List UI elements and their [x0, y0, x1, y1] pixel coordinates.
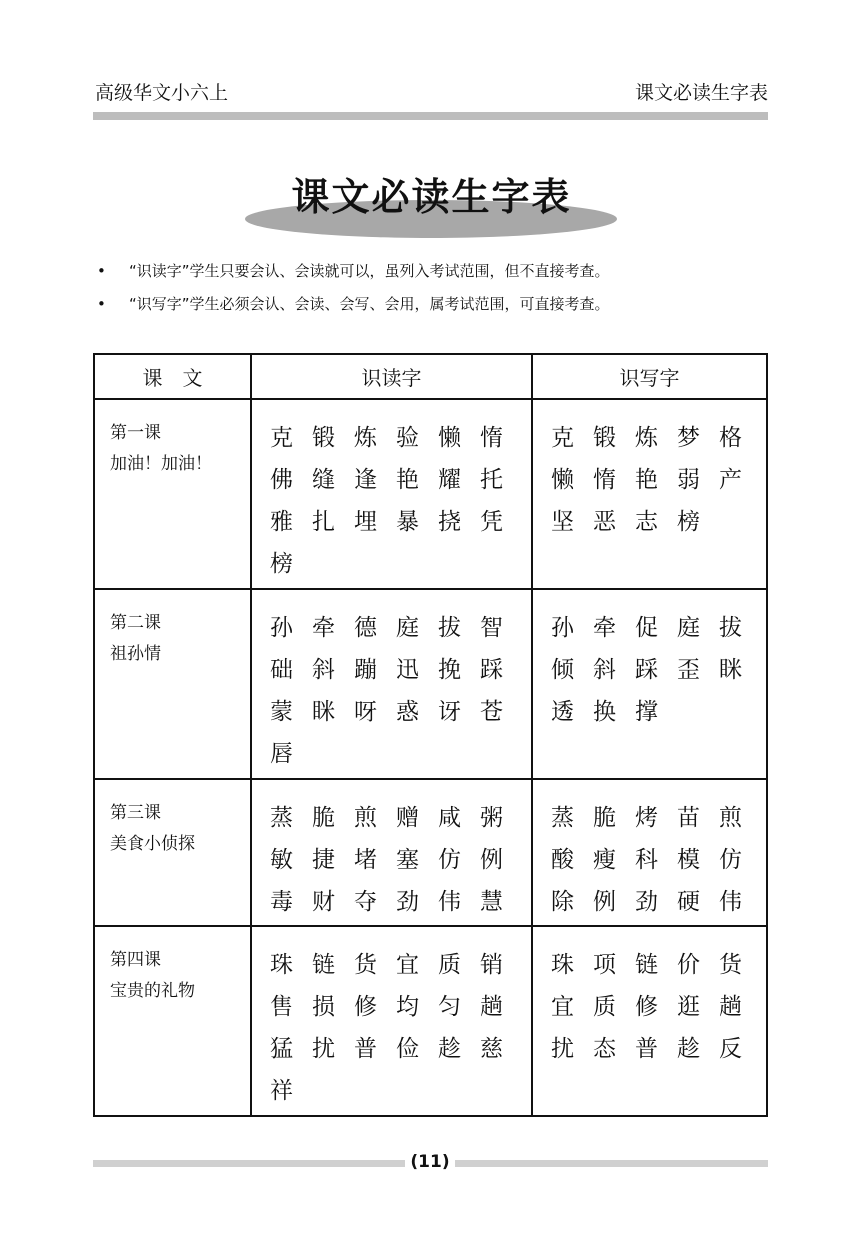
character: 模	[677, 847, 700, 873]
character: 匀	[438, 994, 461, 1020]
character: 咸	[438, 805, 461, 831]
character: 惰	[480, 425, 503, 451]
character: 毒	[270, 889, 293, 915]
lesson-title: 美食小侦探	[110, 834, 195, 854]
character: 反	[719, 1036, 742, 1062]
lesson-cell	[94, 399, 251, 589]
character: 迅	[396, 657, 419, 683]
character: 撑	[635, 699, 658, 725]
character: 耀	[438, 467, 461, 493]
character: 蒸	[270, 805, 293, 831]
character: 价	[677, 952, 700, 978]
character: 瘦	[593, 847, 616, 873]
character: 呀	[354, 699, 377, 725]
character: 损	[312, 994, 335, 1020]
character: 凭	[480, 509, 503, 535]
read-chars-cell	[251, 779, 532, 926]
character: 雅	[270, 509, 293, 535]
character: 惰	[593, 467, 616, 493]
character: 艳	[396, 467, 419, 493]
table-row	[94, 779, 767, 926]
page-number: (11)	[405, 1152, 455, 1172]
character: 劲	[635, 889, 658, 915]
character: 敏	[270, 847, 293, 873]
character: 例	[593, 889, 616, 915]
character: 伟	[438, 889, 461, 915]
character: 榜	[677, 509, 700, 535]
character: 克	[551, 425, 574, 451]
character: 珠	[551, 952, 574, 978]
character: 粥	[480, 805, 503, 831]
character: 蒸	[551, 805, 574, 831]
character: 志	[635, 509, 658, 535]
character: 炼	[354, 425, 377, 451]
character: 质	[593, 994, 616, 1020]
character: 趟	[719, 994, 742, 1020]
character: 销	[480, 952, 503, 978]
write-chars-cell	[532, 926, 767, 1116]
character: 倾	[551, 657, 574, 683]
write-chars-cell	[532, 589, 767, 779]
lesson-title: 加油！加油！	[110, 454, 212, 474]
character: 均	[396, 994, 419, 1020]
read-chars-cell	[251, 926, 532, 1116]
character: 趟	[480, 994, 503, 1020]
character: 埋	[354, 509, 377, 535]
character: 艳	[635, 467, 658, 493]
character: 托	[480, 467, 503, 493]
character: 坚	[551, 509, 574, 535]
character: 暴	[396, 509, 419, 535]
character: 挽	[438, 657, 461, 683]
lesson-cell	[94, 779, 251, 926]
character: 促	[635, 615, 658, 641]
bullet: •	[97, 262, 106, 280]
character: 质	[438, 952, 461, 978]
character: 梦	[677, 425, 700, 451]
character: 蹦	[354, 657, 377, 683]
character: 例	[480, 847, 503, 873]
character: 宜	[396, 952, 419, 978]
character: 货	[354, 952, 377, 978]
character: 惑	[396, 699, 419, 725]
read-chars-cell	[251, 399, 532, 589]
character: 除	[551, 889, 574, 915]
character: 德	[354, 615, 377, 641]
table-row	[94, 589, 767, 779]
character: 慈	[480, 1036, 503, 1062]
character: 歪	[677, 657, 700, 683]
character: 修	[635, 994, 658, 1020]
character: 链	[312, 952, 335, 978]
write-chars-cell	[532, 399, 767, 589]
character: 扰	[551, 1036, 574, 1062]
character: 苗	[677, 805, 700, 831]
character-table	[93, 353, 768, 1117]
character: 弱	[677, 467, 700, 493]
lesson-title: 宝贵的礼物	[110, 981, 195, 1001]
character: 换	[593, 699, 616, 725]
character: 宜	[551, 994, 574, 1020]
bullet: •	[97, 295, 106, 313]
character: 趁	[677, 1036, 700, 1062]
character: 珠	[270, 952, 293, 978]
character: 硬	[677, 889, 700, 915]
character: 克	[270, 425, 293, 451]
note-1	[97, 260, 610, 281]
character: 拔	[438, 615, 461, 641]
character: 夺	[354, 889, 377, 915]
character: 验	[396, 425, 419, 451]
character: 售	[270, 994, 293, 1020]
character: 劲	[396, 889, 419, 915]
character: 慧	[480, 889, 503, 915]
character: 塞	[396, 847, 419, 873]
character: 锻	[593, 425, 616, 451]
character: 仿	[438, 847, 461, 873]
note-text: “识读字”学生只要会认、会读就可以，虽列入考试范围，但不直接考查。	[129, 262, 610, 280]
character: 锻	[312, 425, 335, 451]
character: 透	[551, 699, 574, 725]
character: 伟	[719, 889, 742, 915]
lesson-number: 第一课	[110, 423, 161, 443]
character: 扰	[312, 1036, 335, 1062]
character: 缝	[312, 467, 335, 493]
character: 财	[312, 889, 335, 915]
character: 孙	[270, 615, 293, 641]
character: 斜	[312, 657, 335, 683]
header-section-title: 课文必读生字表	[634, 82, 768, 104]
character: 蒙	[270, 699, 293, 725]
character: 拔	[719, 615, 742, 641]
character: 懒	[551, 467, 574, 493]
character: 庭	[677, 615, 700, 641]
character: 庭	[396, 615, 419, 641]
character: 祥	[270, 1078, 293, 1104]
character: 科	[635, 847, 658, 873]
character: 牵	[312, 615, 335, 641]
lesson-number: 第二课	[110, 613, 161, 633]
character: 项	[593, 952, 616, 978]
character: 眯	[719, 657, 742, 683]
character: 俭	[396, 1036, 419, 1062]
character: 酸	[551, 847, 574, 873]
character: 逛	[677, 994, 700, 1020]
character: 猛	[270, 1036, 293, 1062]
write-chars-cell	[532, 779, 767, 926]
character: 格	[719, 425, 742, 451]
character: 趁	[438, 1036, 461, 1062]
character: 捷	[312, 847, 335, 873]
character: 煎	[719, 805, 742, 831]
character: 智	[480, 615, 503, 641]
character: 货	[719, 952, 742, 978]
character: 修	[354, 994, 377, 1020]
character: 扎	[312, 509, 335, 535]
character: 逢	[354, 467, 377, 493]
character: 牵	[593, 615, 616, 641]
character: 产	[719, 467, 742, 493]
character: 懒	[438, 425, 461, 451]
character: 础	[270, 657, 293, 683]
character: 赠	[396, 805, 419, 831]
character: 佛	[270, 467, 293, 493]
note-text: “识写字”学生必须会认、会读、会写、会用，属考试范围，可直接考查。	[129, 295, 610, 313]
character: 烤	[635, 805, 658, 831]
header-divider	[93, 112, 768, 120]
character: 仿	[719, 847, 742, 873]
lesson-number: 第三课	[110, 803, 161, 823]
header-read-chars: 识读字	[251, 354, 532, 399]
read-chars-cell	[251, 589, 532, 779]
character: 堵	[354, 847, 377, 873]
character: 踩	[480, 657, 503, 683]
lesson-cell	[94, 589, 251, 779]
character: 脆	[312, 805, 335, 831]
table-row	[94, 926, 767, 1116]
page-title: 课文必读生字表	[291, 175, 572, 219]
character: 炼	[635, 425, 658, 451]
character: 链	[635, 952, 658, 978]
character: 苍	[480, 699, 503, 725]
character: 唇	[270, 741, 293, 767]
character: 孙	[551, 615, 574, 641]
table-row	[94, 399, 767, 589]
character: 挠	[438, 509, 461, 535]
lesson-number: 第四课	[110, 950, 161, 970]
character: 煎	[354, 805, 377, 831]
character: 态	[593, 1036, 616, 1062]
lesson-cell	[94, 926, 251, 1116]
character: 讶	[438, 699, 461, 725]
header-lesson: 课 文	[94, 354, 251, 399]
header-write-chars: 识写字	[532, 354, 767, 399]
character: 普	[635, 1036, 658, 1062]
lesson-title: 祖孙情	[110, 644, 161, 664]
character: 恶	[593, 509, 616, 535]
character: 斜	[593, 657, 616, 683]
character: 普	[354, 1036, 377, 1062]
character: 眯	[312, 699, 335, 725]
character: 脆	[593, 805, 616, 831]
header-book-title: 高级华文小六上	[95, 82, 229, 104]
note-2	[97, 293, 610, 314]
character: 榜	[270, 551, 293, 577]
character: 踩	[635, 657, 658, 683]
